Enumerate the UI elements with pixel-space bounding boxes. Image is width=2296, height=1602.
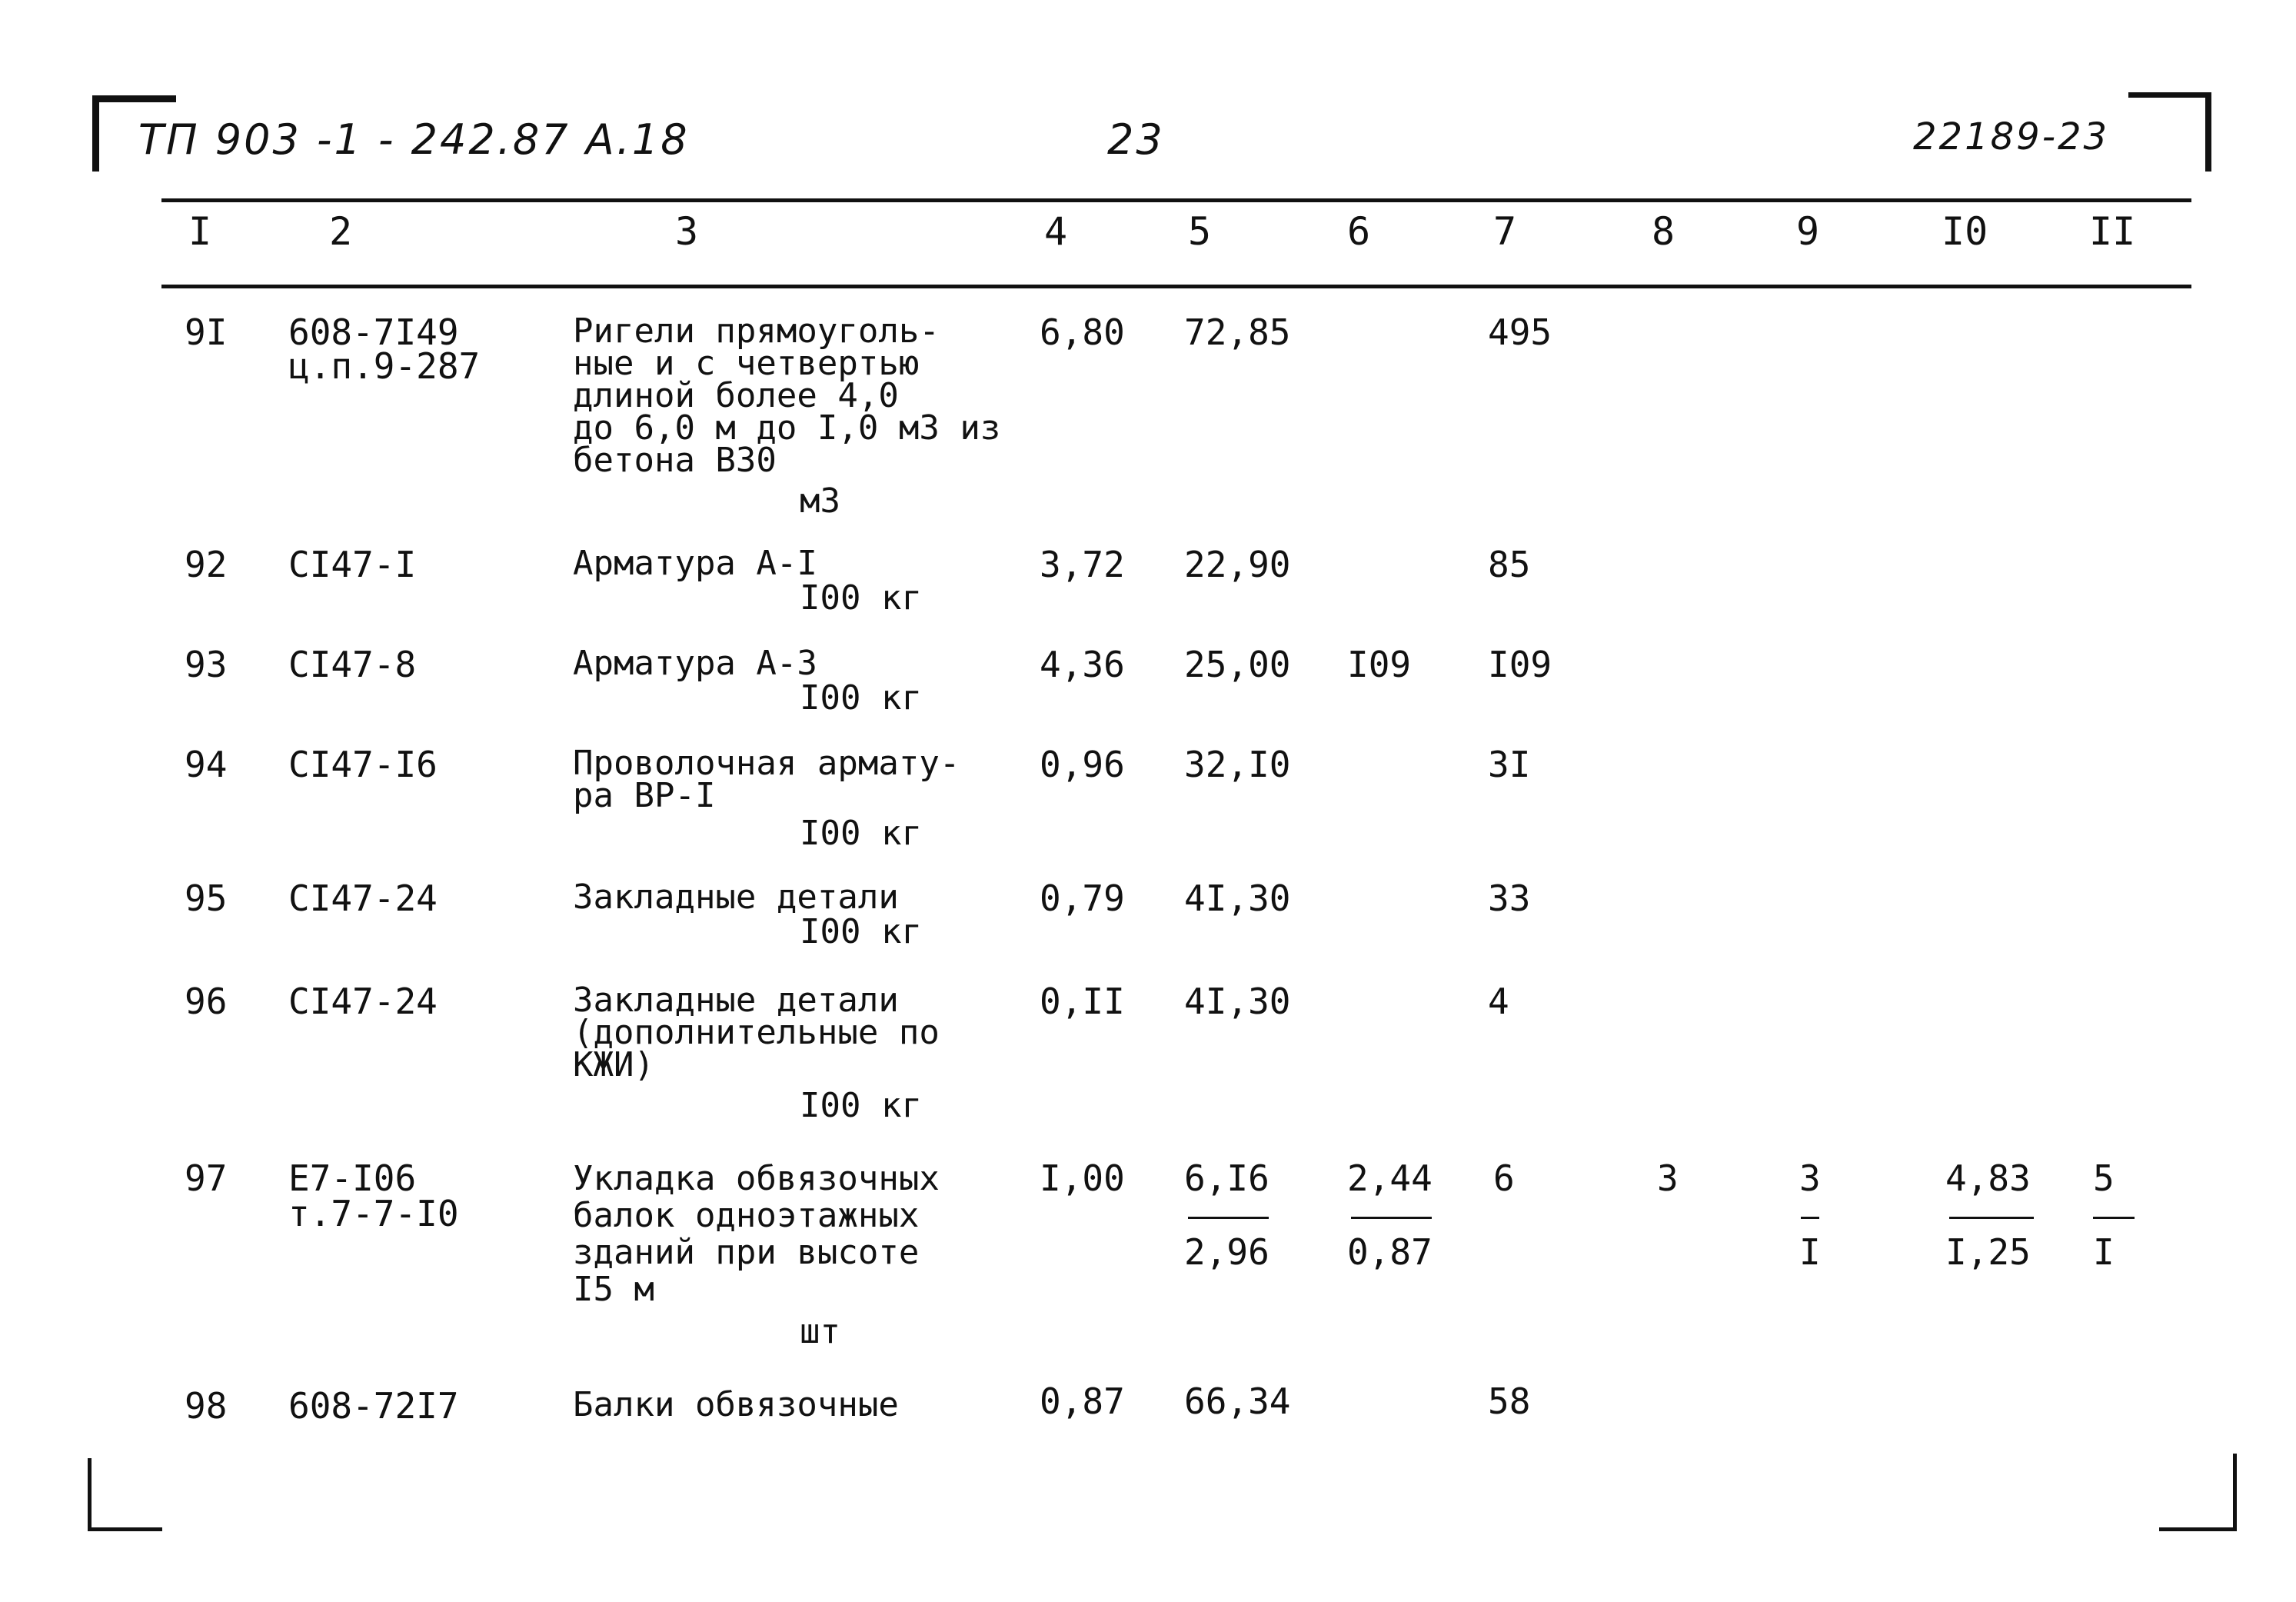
fraction-bar [1351,1217,1432,1219]
row-col5: 72,85 [1184,311,1291,353]
row-number: 9I [185,311,228,353]
row-description-line: I5 м [573,1270,654,1309]
row-col11-denominator: I [2093,1231,2115,1273]
frame-corner-top-right [2128,92,2211,172]
row-description-line: Балки обвязочные [573,1385,899,1424]
row-description-line: Закладные детали [573,878,899,917]
row-description-line: Укладка обвязочных [573,1159,940,1198]
row-col5: 22,90 [1184,544,1291,585]
row-col5: 25,00 [1184,644,1291,685]
row-code-ref: т.7-7-I0 [288,1193,459,1234]
fraction-bar [1801,1217,1819,1219]
row-col7: 495 [1488,311,1552,353]
row-code-ref: ц.п.9-287 [288,345,481,387]
row-unit: шт [800,1312,840,1351]
row-col4: I,00 [1040,1157,1125,1199]
row-code: E7-I06 [288,1157,417,1199]
column-header-6: 6 [1347,209,1371,254]
column-header-3: 3 [675,209,699,254]
row-description-line: Проволочная армату- [573,744,960,783]
row-col6-numerator: 2,44 [1347,1157,1433,1199]
column-header-5: 5 [1188,209,1212,254]
row-col5: 4I,30 [1184,981,1291,1022]
row-col4: 4,36 [1040,644,1125,685]
row-description-line: (дополнительные по [573,1013,940,1052]
row-col6: I09 [1347,644,1412,685]
row-description-line: КЖИ) [573,1045,654,1084]
row-description-line: ные и с четвертью [573,344,920,383]
document-code: ТП 903 -1 - 242.87 А.18 [138,115,690,164]
column-header-1: I [188,209,212,254]
row-code: CI47-I6 [288,744,438,785]
column-header-9: 9 [1796,209,1820,254]
row-code: 608-7I49 [288,311,459,353]
row-col7: 33 [1488,878,1531,919]
row-description-line: длиной более 4,0 [573,376,899,415]
fraction-bar [1949,1217,2034,1219]
row-col8: 3 [1657,1157,1679,1199]
row-col4: 0,87 [1040,1381,1125,1422]
row-col9-denominator: I [1799,1231,1821,1273]
row-col9-numerator: 3 [1799,1157,1821,1199]
frame-corner-bottom-right [2159,1454,2237,1531]
inventory-number: 22189-23 [1913,115,2110,158]
row-col7: I09 [1488,644,1552,685]
row-col6-denominator: 0,87 [1347,1231,1433,1273]
table-top-rule [161,198,2191,202]
row-col5: 66,34 [1184,1381,1291,1422]
row-col5: 4I,30 [1184,878,1291,919]
row-unit: I00 кг [800,1086,922,1125]
page-number: 23 [1107,115,1165,164]
row-description-line: Закладные детали [573,981,899,1020]
row-description-line: до 6,0 м до I,0 м3 из [573,408,1001,448]
row-description-line: зданий при высоте [573,1233,920,1272]
row-description-line: Ригели прямоуголь- [573,311,940,351]
column-header-11: II [2089,209,2136,254]
row-unit: I00 кг [800,912,922,951]
fraction-bar [2093,1217,2135,1219]
row-code: CI47-24 [288,878,438,919]
row-number: 92 [185,544,228,585]
frame-corner-bottom-left [88,1458,162,1531]
table-header-rule [161,285,2191,288]
column-header-4: 4 [1044,209,1068,254]
row-col4: 0,96 [1040,744,1125,785]
row-col7: 6 [1493,1157,1515,1199]
row-description-line: ра ВР-I [573,776,716,815]
row-col4: 0,II [1040,981,1125,1022]
column-header-7: 7 [1493,209,1517,254]
row-col7: 4 [1488,981,1509,1022]
row-unit: м3 [800,481,840,521]
row-unit: I00 кг [800,578,922,618]
row-col7: 58 [1488,1381,1531,1422]
row-description-line: балок одноэтажных [573,1196,920,1235]
row-number: 93 [185,644,228,685]
row-code: CI47-8 [288,644,417,685]
row-code: CI47-24 [288,981,438,1022]
column-header-10: I0 [1942,209,1988,254]
fraction-bar [1188,1217,1269,1219]
row-col4: 0,79 [1040,878,1125,919]
row-col7: 3I [1488,744,1531,785]
row-col11-numerator: 5 [2093,1157,2115,1199]
column-header-2: 2 [329,209,353,254]
row-unit: I00 кг [800,678,922,718]
row-number: 98 [185,1385,228,1427]
row-description-line: Арматура А-I [573,544,817,583]
row-number: 94 [185,744,228,785]
row-number: 96 [185,981,228,1022]
row-col5-denominator: 2,96 [1184,1231,1269,1273]
row-col4: 6,80 [1040,311,1125,353]
row-col10-denominator: I,25 [1945,1231,2031,1273]
column-header-8: 8 [1652,209,1675,254]
row-description-line: бетона В30 [573,441,777,480]
row-number: 97 [185,1157,228,1199]
row-col10-numerator: 4,83 [1945,1157,2031,1199]
row-col7: 85 [1488,544,1531,585]
row-description-line: Арматура А-3 [573,644,817,683]
row-number: 95 [185,878,228,919]
row-code: 608-72I7 [288,1385,459,1427]
row-unit: I00 кг [800,814,922,853]
row-code: CI47-I [288,544,417,585]
row-col5-numerator: 6,I6 [1184,1157,1269,1199]
row-col5: 32,I0 [1184,744,1291,785]
row-col4: 3,72 [1040,544,1125,585]
